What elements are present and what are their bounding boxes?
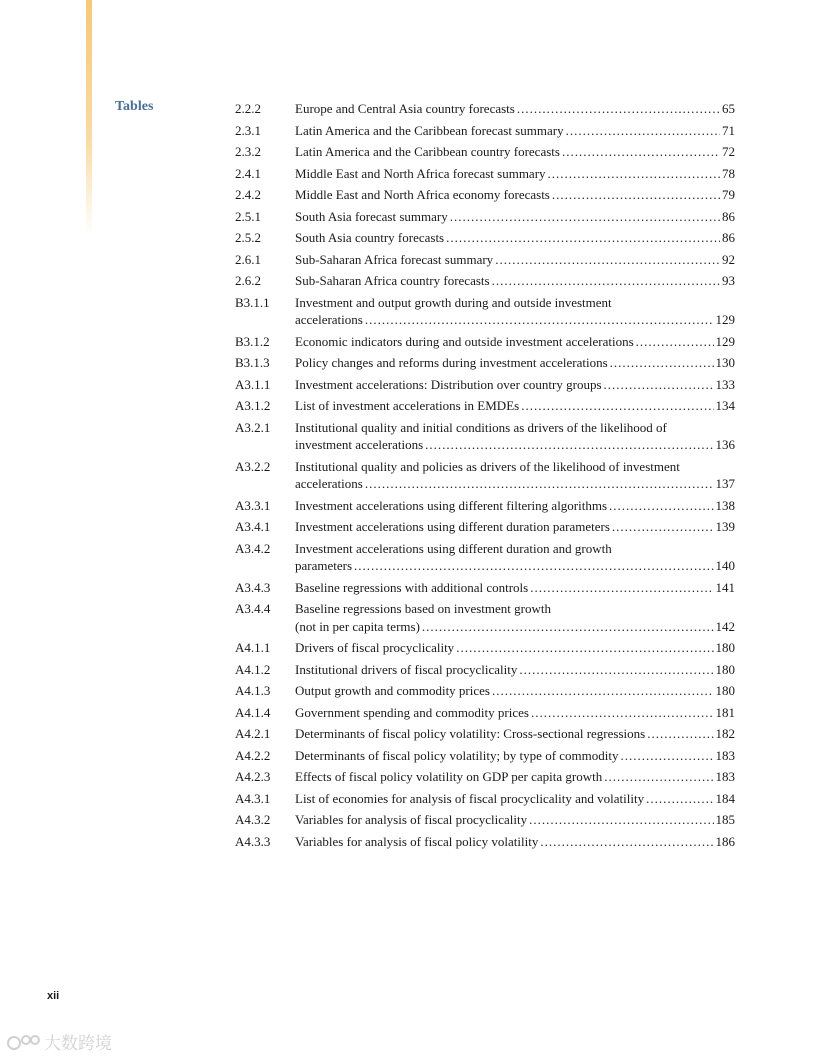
toc-entry-number: A4.3.2 <box>235 812 271 827</box>
toc-entry-last-line <box>295 311 735 329</box>
toc-entry-title: Latin America and the Caribbean forecast summary <box>295 122 564 138</box>
toc-entry-last-line <box>295 122 735 140</box>
toc-entry-last-line <box>295 811 735 829</box>
toc-entry[interactable] <box>235 165 735 183</box>
toc-entry-page-number[interactable]: 140 <box>715 558 735 573</box>
toc-entry-number: B3.1.3 <box>235 355 270 370</box>
accent-bar <box>86 0 92 235</box>
toc-entry[interactable] <box>235 208 735 226</box>
toc-entry-title: accelerations <box>295 476 363 491</box>
toc-entry-last-line <box>295 333 735 351</box>
toc-entry[interactable] <box>235 229 735 247</box>
toc-entry-last-line <box>295 143 735 161</box>
toc-entry-number: A4.1.2 <box>235 661 271 677</box>
toc-entry-body <box>295 639 735 657</box>
dot-leader <box>519 661 713 679</box>
toc-entry[interactable] <box>235 518 735 536</box>
toc-entry-body <box>295 251 735 269</box>
toc-entry-number: 2.4.1 <box>235 165 261 181</box>
toc-entry[interactable] <box>235 458 735 493</box>
dot-leader <box>517 100 720 118</box>
toc-entry-page-number[interactable]: 86 <box>722 208 735 224</box>
page-folio: xii <box>47 990 60 1002</box>
toc-entry-last-line <box>295 833 735 851</box>
dot-leader <box>636 333 714 351</box>
dot-leader <box>492 682 714 700</box>
toc-entry[interactable] <box>235 639 735 657</box>
toc-entry-title: South Asia country forecasts <box>295 230 445 245</box>
toc-entry-title-line: Baseline regressions based on investment growth <box>295 601 551 616</box>
toc-entry-last-line <box>295 100 735 118</box>
toc-entry-page-number[interactable]: 79 <box>722 187 735 202</box>
toc-entry-body <box>295 272 735 290</box>
toc-entry[interactable] <box>235 100 735 118</box>
toc-entry[interactable] <box>235 497 735 515</box>
toc-entry-body <box>295 497 735 515</box>
toc-entry[interactable] <box>235 790 735 808</box>
toc-entry-body <box>295 661 735 679</box>
toc-entry-last-line <box>295 579 735 597</box>
toc-entry-page-number[interactable]: 134 <box>715 398 735 413</box>
toc-entry-page-number[interactable]: 139 <box>715 519 735 534</box>
toc-entry-title: Drivers of fiscal procyclicality <box>295 640 455 655</box>
toc-entry-title: Variables for analysis of fiscal procyclicality <box>295 812 528 827</box>
dot-leader <box>492 272 720 290</box>
toc-entry-number: A4.3.1 <box>235 790 271 806</box>
dot-leader <box>422 618 714 636</box>
toc-entry-title: Investment accelerations: Distribution over country groups <box>295 376 602 392</box>
toc-entry-body <box>295 122 735 140</box>
toc-entry-title: investment accelerations <box>295 437 424 452</box>
toc-entry-body <box>295 600 735 635</box>
dot-leader <box>548 165 720 183</box>
toc-entry-last-line <box>295 376 735 394</box>
toc-entry-body <box>295 458 735 493</box>
toc-entry-title: List of economies for analysis of fiscal procyclicality and volatility <box>295 790 645 806</box>
toc-entry-body <box>295 682 735 700</box>
dot-leader <box>354 557 713 575</box>
toc-entry-last-line <box>295 518 735 536</box>
toc-entry-page-number[interactable]: 137 <box>715 476 735 491</box>
dot-leader <box>530 579 713 597</box>
dot-leader <box>495 251 720 269</box>
toc-entry[interactable] <box>235 419 735 454</box>
toc-entry[interactable] <box>235 122 735 140</box>
dot-leader <box>646 790 713 808</box>
toc-entry[interactable] <box>235 768 735 786</box>
toc-entry-title: South Asia forecast summary <box>295 208 448 224</box>
dot-leader <box>450 208 720 226</box>
toc-entry-page-number[interactable]: 72 <box>722 144 735 159</box>
toc-entry-title-line: Investment accelerations using different duration and growth <box>295 540 612 556</box>
toc-entry[interactable] <box>235 600 735 635</box>
toc-entry-title: List of investment accelerations in EMDEs <box>295 398 520 413</box>
toc-entry-title-line: Institutional quality and policies as drivers of the likelihood of investment <box>295 458 680 474</box>
toc-entry[interactable] <box>235 397 735 415</box>
toc-entry-number: 2.6.1 <box>235 251 261 267</box>
toc-entry-body <box>295 165 735 183</box>
toc-entry[interactable] <box>235 143 735 161</box>
toc-entry-body <box>295 768 735 786</box>
toc-entry-last-line <box>295 272 735 290</box>
dot-leader <box>531 704 714 722</box>
toc-entry-last-line <box>295 229 735 247</box>
dot-leader <box>621 747 714 765</box>
toc-entry-page-number[interactable]: 183 <box>715 747 735 763</box>
toc-entry-last-line <box>295 747 735 765</box>
toc-entry-last-line <box>295 497 735 515</box>
toc-entry-title: Middle East and North Africa forecast summary <box>295 165 546 181</box>
toc-entry-last-line <box>295 618 735 636</box>
toc-entry-body <box>295 186 735 204</box>
toc-entry-number: 2.4.2 <box>235 187 261 202</box>
toc-entry-title: Determinants of fiscal policy volatility: Cross-sectional regressions <box>295 726 646 741</box>
dot-leader <box>456 639 713 657</box>
toc-entry-number: A4.1.1 <box>235 640 271 655</box>
toc-entry-page-number[interactable]: 136 <box>715 437 735 452</box>
toc-entry-number: 2.6.2 <box>235 273 261 288</box>
toc-entry-last-line <box>295 790 735 808</box>
toc-entry-page-number[interactable]: 133 <box>715 376 735 392</box>
toc-entry-title: Output growth and commodity prices <box>295 683 490 698</box>
toc-entry-page-number[interactable]: 181 <box>715 704 735 720</box>
toc-entry-last-line <box>295 704 735 722</box>
toc-entry-body <box>295 354 735 372</box>
toc-entry-body <box>295 294 735 329</box>
toc-entry[interactable] <box>235 294 735 329</box>
toc-entry-last-line <box>295 354 735 372</box>
toc-entry-body <box>295 579 735 597</box>
toc-entry-body <box>295 833 735 851</box>
toc-entry[interactable] <box>235 540 735 575</box>
watermark <box>6 1029 112 1054</box>
toc-entry-last-line <box>295 557 735 575</box>
toc-entry-page-number[interactable]: 130 <box>715 355 735 370</box>
toc-entry-body <box>295 143 735 161</box>
toc-entry-page-number[interactable]: 142 <box>715 618 735 634</box>
toc-entry[interactable] <box>235 682 735 700</box>
toc-entry-page-number[interactable]: 65 <box>722 101 735 116</box>
toc-entry-number: A4.1.3 <box>235 683 271 698</box>
toc-entry-title: (not in per capita terms) <box>295 618 420 634</box>
toc-entry-page-number[interactable]: 93 <box>722 273 735 288</box>
toc-entry-page-number[interactable]: 184 <box>715 790 735 806</box>
toc-entry-number: A4.2.1 <box>235 726 271 741</box>
table-of-contents <box>235 100 735 854</box>
toc-entry-title: Determinants of fiscal policy volatility; by type of commodity <box>295 747 619 763</box>
dot-leader <box>552 186 720 204</box>
toc-entry-number: A3.4.3 <box>235 579 271 595</box>
toc-entry-body <box>295 518 735 536</box>
toc-entry-last-line <box>295 397 735 415</box>
toc-entry-body <box>295 811 735 829</box>
toc-entry-page-number[interactable]: 185 <box>715 812 735 827</box>
toc-entry-number: 2.5.2 <box>235 230 261 245</box>
toc-entry-number: 2.3.1 <box>235 122 261 138</box>
toc-entry-number: B3.1.2 <box>235 333 270 349</box>
toc-entry-page-number[interactable]: 78 <box>722 165 735 181</box>
toc-entry-number: 2.5.1 <box>235 208 261 224</box>
toc-entry-last-line <box>295 682 735 700</box>
toc-entry-number: A4.1.4 <box>235 704 271 720</box>
toc-entry-page-number[interactable]: 71 <box>722 122 735 138</box>
toc-entry-title: Institutional drivers of fiscal procyclicality <box>295 661 518 677</box>
toc-entry-title: accelerations <box>295 312 363 327</box>
toc-entry-page-number[interactable]: 186 <box>715 833 735 849</box>
toc-entry-body <box>295 419 735 454</box>
dot-leader <box>604 768 713 786</box>
toc-entry-last-line <box>295 251 735 269</box>
section-heading: Tables <box>115 99 154 114</box>
toc-entry-body <box>295 747 735 765</box>
toc-entry-title: Variables for analysis of fiscal policy volatility <box>295 833 539 849</box>
toc-entry-number: A3.4.4 <box>235 601 271 616</box>
toc-entry-body <box>295 790 735 808</box>
dot-leader <box>566 122 720 140</box>
toc-entry[interactable] <box>235 747 735 765</box>
toc-entry-body <box>295 208 735 226</box>
toc-entry-last-line <box>295 165 735 183</box>
toc-entry-title: Economic indicators during and outside investment accelerations <box>295 333 634 349</box>
toc-entry-title: Investment accelerations using different duration parameters <box>295 519 610 534</box>
toc-entry-body <box>295 540 735 575</box>
toc-entry-title-line: Institutional quality and initial conditions as drivers of the likelihood of <box>295 419 667 435</box>
toc-entry-title: Latin America and the Caribbean country forecasts <box>295 144 560 159</box>
toc-entry[interactable] <box>235 833 735 851</box>
toc-entry-title: Policy changes and reforms during investment accelerations <box>295 355 608 370</box>
toc-entry-number: A3.1.2 <box>235 398 271 413</box>
dot-leader <box>425 436 713 454</box>
toc-entry-title: Investment accelerations using different filtering algorithms <box>295 497 608 513</box>
toc-entry-title: Baseline regressions with additional controls <box>295 579 529 595</box>
toc-entry-title: parameters <box>295 558 353 573</box>
toc-entry-title: Middle East and North Africa economy forecasts <box>295 187 550 202</box>
toc-entry[interactable] <box>235 725 735 743</box>
toc-entry-number: A4.2.3 <box>235 769 271 784</box>
toc-entry-title: Sub-Saharan Africa forecast summary <box>295 251 494 267</box>
dot-leader <box>365 311 714 329</box>
toc-entry-body <box>295 704 735 722</box>
toc-entry-last-line <box>295 725 735 743</box>
toc-entry[interactable] <box>235 811 735 829</box>
toc-entry[interactable] <box>235 661 735 679</box>
dot-leader <box>604 376 714 394</box>
toc-entry[interactable] <box>235 251 735 269</box>
toc-entry-number: 2.2.2 <box>235 101 261 116</box>
toc-entry-page-number[interactable]: 86 <box>722 230 735 245</box>
toc-entry-body <box>295 725 735 743</box>
toc-entry-page-number[interactable]: 129 <box>715 312 735 327</box>
toc-entry-number: A3.2.1 <box>235 419 271 435</box>
dot-leader <box>529 811 713 829</box>
toc-entry-page-number[interactable]: 141 <box>715 579 735 595</box>
toc-entry-title-line: Investment and output growth during and outside investment <box>295 294 612 310</box>
dot-leader <box>612 518 714 536</box>
toc-entry-number: A3.4.2 <box>235 540 271 556</box>
toc-entry-title: Europe and Central Asia country forecasts <box>295 101 515 116</box>
toc-entry-number: B3.1.1 <box>235 294 270 310</box>
dot-leader <box>609 497 713 515</box>
dot-leader <box>521 397 713 415</box>
toc-entry-last-line <box>295 768 735 786</box>
toc-entry-number: A3.3.1 <box>235 497 271 513</box>
toc-entry-page-number[interactable]: 180 <box>715 661 735 677</box>
toc-entry-body <box>295 333 735 351</box>
toc-entry-number: A3.1.1 <box>235 376 271 392</box>
toc-entry[interactable] <box>235 376 735 394</box>
dot-leader <box>610 354 714 372</box>
toc-entry[interactable] <box>235 186 735 204</box>
toc-entry[interactable] <box>235 704 735 722</box>
toc-entry-page-number[interactable]: 180 <box>715 683 735 698</box>
dot-leader <box>562 143 720 161</box>
toc-entry-number: A3.4.1 <box>235 519 271 534</box>
dot-leader <box>540 833 713 851</box>
toc-entry-page-number[interactable]: 129 <box>715 333 735 349</box>
toc-entry[interactable] <box>235 354 735 372</box>
dot-leader <box>647 725 713 743</box>
toc-entry-title: Effects of fiscal policy volatility on GDP per capita growth <box>295 769 603 784</box>
toc-entry-last-line <box>295 475 735 493</box>
toc-entry-last-line <box>295 639 735 657</box>
toc-entry-body <box>295 100 735 118</box>
toc-entry-last-line <box>295 186 735 204</box>
toc-entry-last-line <box>295 436 735 454</box>
toc-entry-page-number[interactable]: 92 <box>722 251 735 267</box>
dot-leader <box>446 229 720 247</box>
toc-entry-body <box>295 229 735 247</box>
toc-entry-body <box>295 376 735 394</box>
toc-entry[interactable] <box>235 272 735 290</box>
toc-entry-last-line <box>295 661 735 679</box>
watermark-text: 大数跨境 <box>44 1034 112 1054</box>
toc-entry-number: A3.2.2 <box>235 458 271 474</box>
toc-entry-title: Government spending and commodity prices <box>295 704 529 720</box>
toc-entry[interactable] <box>235 333 735 351</box>
toc-entry-page-number[interactable]: 183 <box>715 769 735 784</box>
dot-leader <box>365 475 714 493</box>
toc-entry-body <box>295 397 735 415</box>
toc-entry-page-number[interactable]: 138 <box>715 497 735 513</box>
toc-entry-title: Sub-Saharan Africa country forecasts <box>295 273 490 288</box>
toc-entry-page-number[interactable]: 182 <box>715 726 735 741</box>
toc-entry[interactable] <box>235 579 735 597</box>
toc-entry-number: 2.3.2 <box>235 144 261 159</box>
toc-entry-number: A4.3.3 <box>235 833 271 849</box>
toc-entry-number: A4.2.2 <box>235 747 271 763</box>
toc-entry-last-line <box>295 208 735 226</box>
watermark-logo-icon <box>6 1032 40 1052</box>
toc-entry-page-number[interactable]: 180 <box>715 640 735 655</box>
